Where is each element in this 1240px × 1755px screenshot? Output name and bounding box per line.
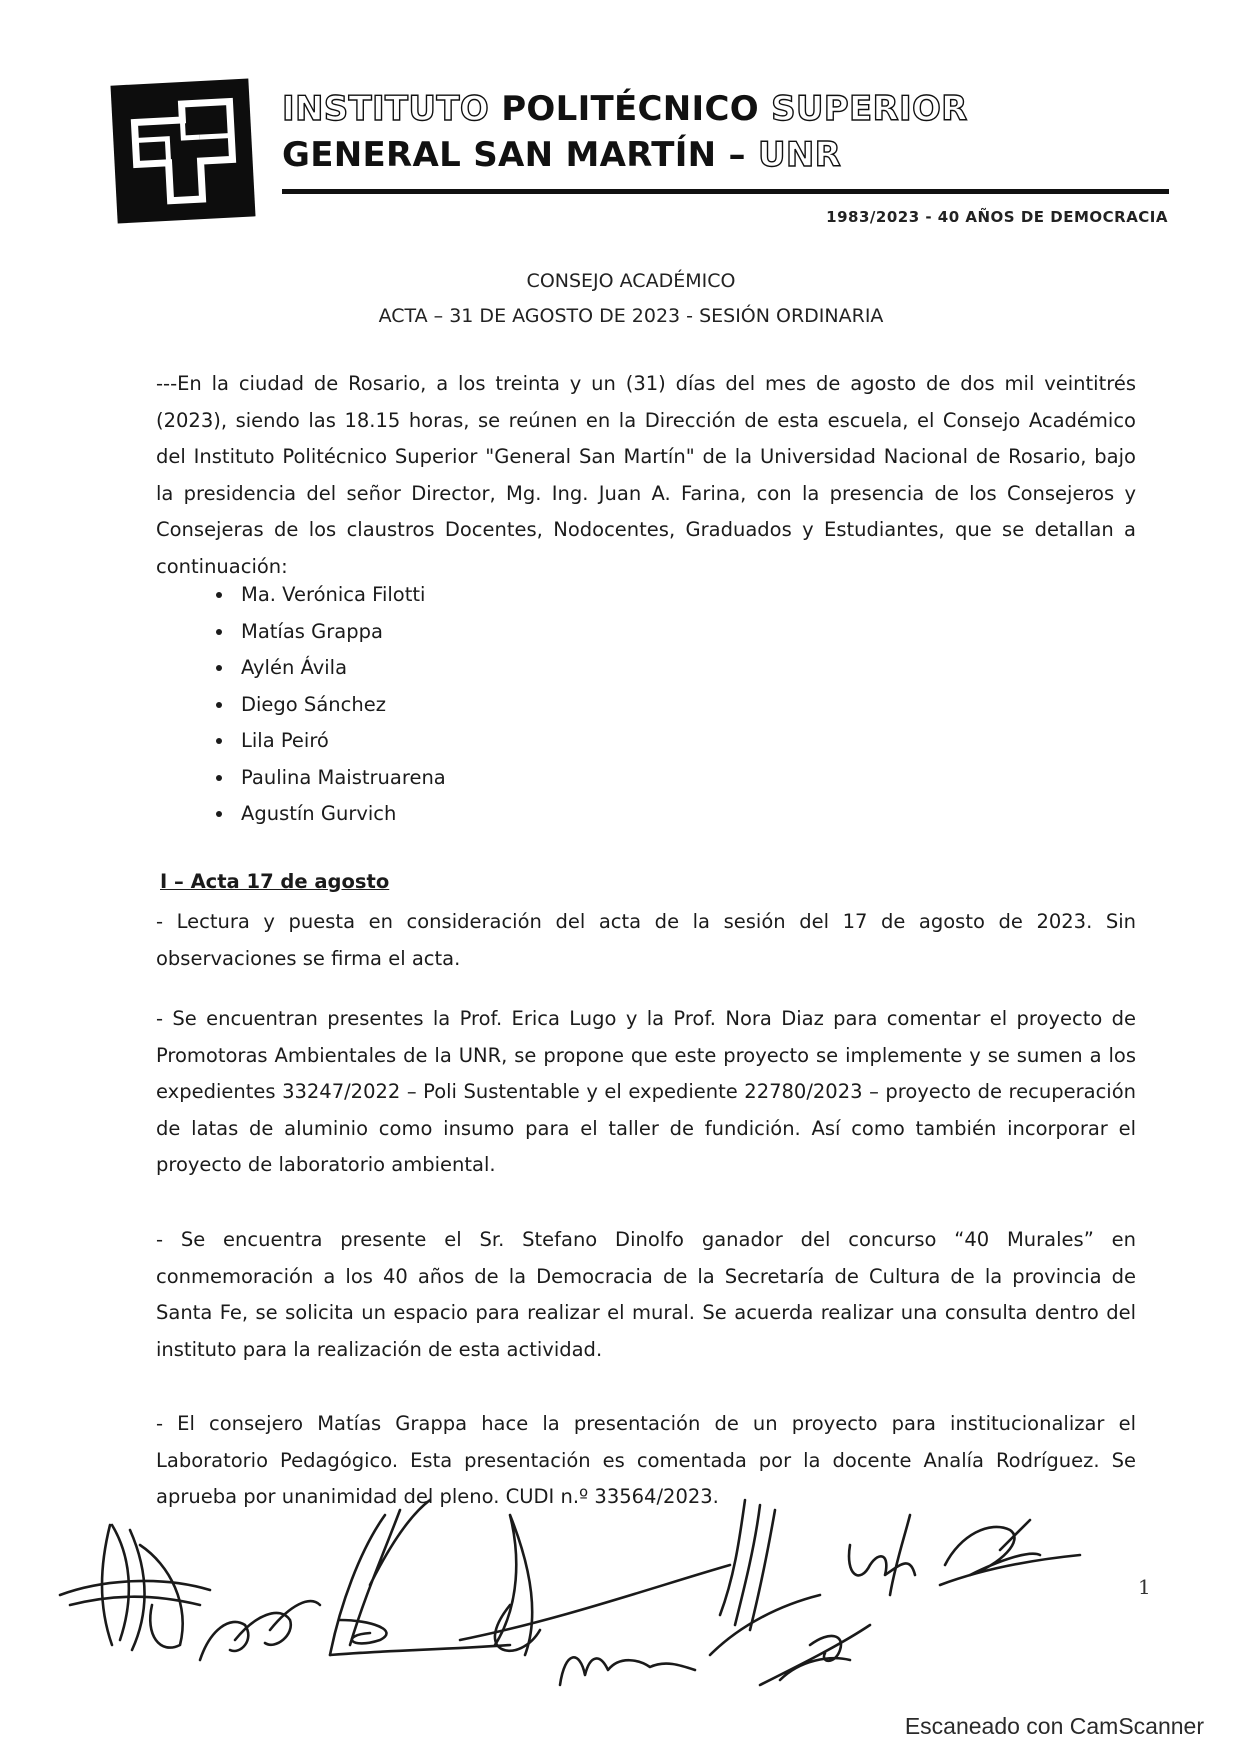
list-item: • Aylén Ávila bbox=[235, 650, 446, 687]
title-line-1: CONSEJO ACADÉMICO bbox=[526, 270, 736, 292]
attendee-list bbox=[205, 577, 446, 833]
signature-1 bbox=[60, 1525, 210, 1650]
title-line-2: ACTA – 31 DE AGOSTO DE 2023 - SESIÓN ORDINARIA bbox=[378, 305, 884, 327]
institute-logo bbox=[108, 76, 258, 226]
signature-2 bbox=[200, 1601, 320, 1660]
header-divider bbox=[282, 189, 1169, 194]
institute-name-line1 bbox=[282, 86, 968, 132]
list-item: • Matías Grappa bbox=[235, 614, 446, 651]
document-title bbox=[0, 264, 1240, 334]
paragraph-mural-contest: - Se encuentra presente el Sr. Stefano Dinolfo ganador del concurso “40 Murales” en conmemoración a los 40 años de la Democracia de la Secretaría de Cultura de la provincia de Santa Fe, se solicita un espacio para realizar el mural. Se acuerda realizar una consulta dentro del instituto para la realización de esta actividad. bbox=[156, 1228, 1136, 1361]
name-part-politecnico: POLITÉCNICO bbox=[501, 89, 759, 129]
section-heading: I – Acta 17 de agosto bbox=[160, 870, 390, 893]
paragraph-reading: - Lectura y puesta en consideración del acta de la sesión del 17 de agosto de 2023. Sin observaciones se firma el acta. bbox=[156, 910, 1136, 970]
signature-5 bbox=[710, 1500, 820, 1655]
list-item: • Paulina Maistruarena bbox=[235, 760, 446, 797]
name-part-instituto: INSTITUTO bbox=[282, 89, 490, 129]
signature-4 bbox=[460, 1515, 730, 1685]
institute-name bbox=[282, 86, 968, 178]
paragraph-pedagogical-lab: - El consejero Matías Grappa hace la presentación de un proyecto para institucionalizar el Laboratorio Pedagógico. Esta presentación es comentada por la docente Analía Rodríguez. Se aprueba por unanimidad del pleno. CUDI n.º 33564/2023. bbox=[156, 1412, 1136, 1508]
name-part-general-san-martin: GENERAL SAN MARTÍN – bbox=[282, 135, 746, 175]
list-item: • Diego Sánchez bbox=[235, 687, 446, 724]
signature-3 bbox=[330, 1500, 510, 1655]
name-part-unr: UNR bbox=[757, 135, 842, 175]
paragraph-environmental-project: - Se encuentran presentes la Prof. Erica Lugo y la Prof. Nora Diaz para comentar el proyecto de Promotoras Ambientales de la UNR, se propone que este proyecto se implemente y se sumen a los expedientes 33247/2022 – Poli Sustentable y el expediente 22780/2023 – proyecto de recuperación de latas de aluminio como insumo para el taller de fundición. Así como también incorporar el proyecto de laboratorio ambiental. bbox=[156, 1007, 1136, 1176]
list-item: • Agustín Gurvich bbox=[235, 796, 446, 833]
page-number: 1 bbox=[1138, 1575, 1151, 1599]
signatures bbox=[40, 1455, 1210, 1705]
signature-6 bbox=[760, 1515, 915, 1685]
scanner-watermark: Escaneado con CamScanner bbox=[904, 1713, 1204, 1739]
institute-name-line2 bbox=[282, 132, 968, 178]
list-item: • Ma. Verónica Filotti bbox=[235, 577, 446, 614]
list-item: • Lila Peiró bbox=[235, 723, 446, 760]
intro-paragraph: ---En la ciudad de Rosario, a los treinta y un (31) días del mes de agosto de dos mil veintitrés (2023), siendo las 18.15 horas, se reúnen en la Dirección de esta escuela, el Consejo Académico del Instituto Politécnico Superior "General San Martín" de la Universidad Nacional de Rosario, bajo la presidencia del señor Director, Mg. Ing. Juan A. Farina, con la presencia de los Consejeros y Consejeras de los claustros Docentes, Nodocentes, Graduados y Estudiantes, que se detallan a continuación: bbox=[156, 372, 1136, 578]
header-motto: 1983/2023 - 40 AÑOS DE DEMOCRACIA bbox=[826, 208, 1168, 226]
signature-7 bbox=[940, 1520, 1080, 1585]
name-part-superior: SUPERIOR bbox=[771, 89, 968, 129]
